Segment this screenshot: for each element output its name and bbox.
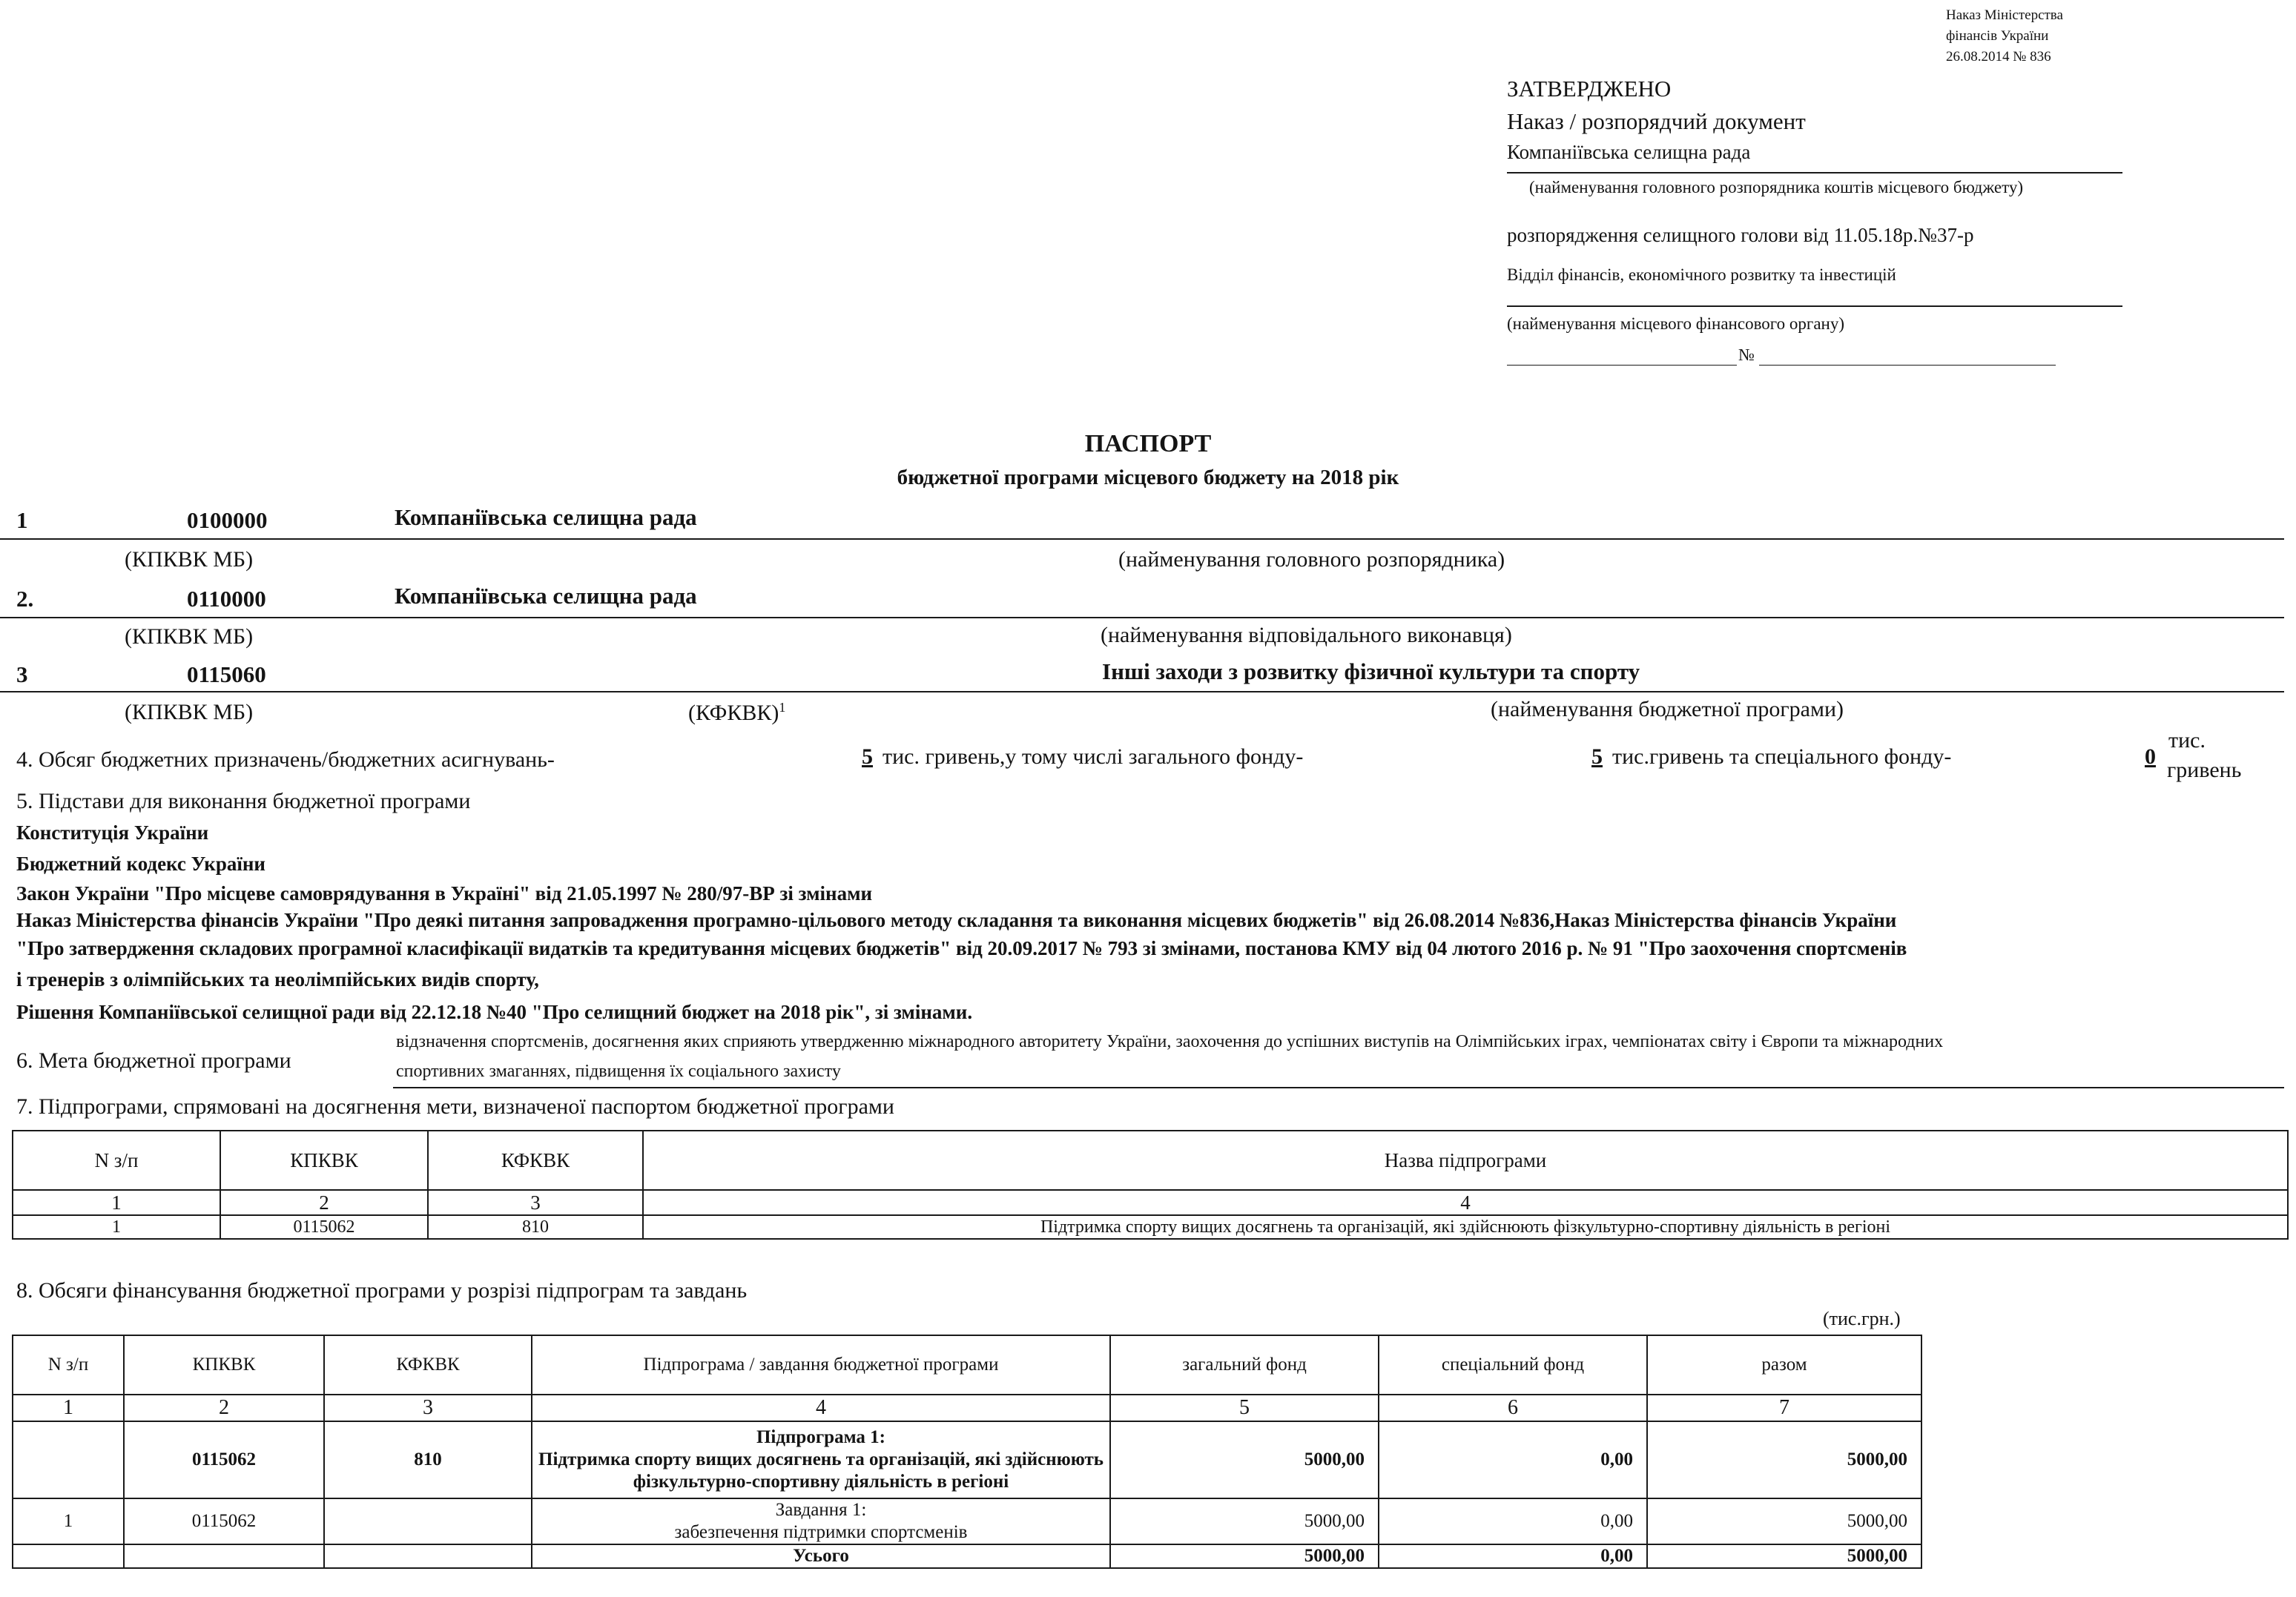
subprogram-num — [13, 1421, 124, 1498]
fin-header-name: Підпрограма / завдання бюджетної програми — [532, 1335, 1110, 1395]
row3-number: 3 — [16, 661, 28, 687]
fin-header-num: N з/п — [13, 1335, 124, 1395]
row2-code: 0110000 — [187, 586, 266, 612]
approval-number-mark: № — [1738, 345, 1755, 364]
approval-date-line — [1507, 365, 1737, 366]
row2-name-caption: (найменування відповідального виконавця) — [1101, 623, 1512, 647]
task-special: 0,00 — [1379, 1498, 1647, 1544]
subprogram-special: 0,00 — [1379, 1421, 1647, 1498]
section5-basis-1: Конституція України — [16, 821, 209, 844]
page-subtitle: бюджетної програми місцевого бюджету на 2018 рік — [897, 466, 1399, 489]
index-cell: 2 — [124, 1395, 324, 1421]
task-description — [532, 1498, 1110, 1544]
row3-code-caption: (КПКВК МБ) — [125, 700, 254, 724]
row3-name-caption: (найменування бюджетної програми) — [1491, 697, 1844, 721]
subprogram-kpkvk: 0115062 — [220, 1215, 428, 1239]
task-name: забезпечення підтримки спортсменів — [674, 1522, 968, 1542]
total-general: 5000,00 — [1110, 1544, 1379, 1568]
index-cell: 4 — [532, 1395, 1110, 1421]
row2-underline — [0, 617, 2284, 618]
approval-org-underline — [1507, 172, 2122, 173]
section5-basis-3: Закон України "Про місцеве самоврядування в Україні" від 21.05.1997 № 280/97-ВР зі змінами — [16, 882, 873, 905]
task-kpkvk: 0115062 — [124, 1498, 324, 1544]
col-header-num: N з/п — [13, 1131, 220, 1190]
index-cell: 6 — [1379, 1395, 1647, 1421]
section8-unit: (тис.грн.) — [1823, 1308, 1901, 1329]
section4-unit-2: гривень — [2167, 758, 2242, 782]
task-total: 5000,00 — [1647, 1498, 1921, 1544]
subprogram-kpkvk: 0115062 — [124, 1421, 324, 1498]
index-cell: 1 — [13, 1395, 124, 1421]
index-cell: 3 — [428, 1190, 643, 1215]
kfkvk-caption-text: (КФКВК) — [688, 701, 779, 725]
subprograms-table — [12, 1130, 2289, 1240]
index-cell: 1 — [13, 1190, 220, 1215]
section4-text-b: тис. гривень,у тому числі загального фонду- — [883, 744, 1304, 769]
kfkvk-footnote-mark: 1 — [779, 700, 786, 715]
row1-name: Компаніївська селищна рада — [395, 504, 697, 530]
section6-heading: 6. Мета бюджетної програми — [16, 1048, 291, 1073]
row1-code: 0100000 — [187, 507, 268, 533]
section5-basis-4: Наказ Міністерства фінансів України "Про деякі питання запровадження програмно-цільового методу складання та виконання місцевих бюджетів" від 26.08.2014 №836,Наказ Міністерства фінансів України — [16, 909, 1897, 931]
section5-basis-7: Рішення Компаніївської селищної ради від 22.12.18 №40 "Про селищний бюджет на 2018 рік", зі змінами. — [16, 1001, 973, 1023]
subprograms-index-row — [13, 1190, 2288, 1215]
row2-code-caption: (КПКВК МБ) — [125, 624, 254, 649]
index-cell: 2 — [220, 1190, 428, 1215]
section5-basis-6: і тренерів з олімпійських та неолімпійських видів спорту, — [16, 968, 539, 991]
index-cell: 3 — [324, 1395, 532, 1421]
index-cell: 4 — [643, 1190, 2288, 1215]
approval-fin-underline — [1507, 305, 2122, 307]
row3-name: Інші заходи з розвитку фізичної культури та спорту — [1102, 658, 1640, 684]
total-label: Усього — [532, 1544, 1110, 1568]
subprogram-kfkvk: 810 — [428, 1215, 643, 1239]
fin-header-total: разом — [1647, 1335, 1921, 1395]
section6-underline — [393, 1087, 2284, 1088]
section4-text-c: тис.гривень та спеціального фонду- — [1612, 744, 1952, 769]
section4-text-a: 4. Обсяг бюджетних призначень/бюджетних асигнувань- — [16, 747, 555, 772]
table-row — [13, 1215, 2288, 1239]
financing-header-row — [13, 1335, 1921, 1395]
approval-org-caption: (найменування головного розпорядника коштів місцевого бюджету) — [1529, 178, 2024, 196]
task-kfkvk — [324, 1498, 532, 1544]
row3-kfkvk-caption — [688, 700, 785, 726]
row1-underline — [0, 538, 2284, 540]
section4-general: 5 — [1591, 744, 1603, 769]
order-reference-line-3: 26.08.2014 № 836 — [1946, 49, 2051, 65]
subprograms-header-row — [13, 1131, 2288, 1190]
approved-stamp: ЗАТВЕРДЖЕНО — [1507, 76, 1672, 102]
financing-index-row — [13, 1395, 1921, 1421]
subprogram-general: 5000,00 — [1110, 1421, 1379, 1498]
section4-unit-1: тис. — [2168, 728, 2206, 753]
fin-header-kfkvk: КФКВК — [324, 1335, 532, 1395]
task-num: 1 — [13, 1498, 124, 1544]
task-general: 5000,00 — [1110, 1498, 1379, 1544]
section5-basis-5: "Про затвердження складових програмної класифікації видатків та кредитування місцевих бюджетів" від 20.09.2017 № 793 зі змінами, постанова КМУ від 04 лютого 2016 р. № 91 "Про заохочення спортсменів — [16, 937, 1907, 959]
col-header-name: Назва підпрограми — [643, 1131, 2288, 1190]
row1-number: 1 — [16, 507, 28, 533]
fin-header-special: спеціальний фонд — [1379, 1335, 1647, 1395]
total-empty-cell — [324, 1544, 532, 1568]
section5-basis-2: Бюджетний кодекс України — [16, 853, 265, 875]
subprogram-description — [532, 1421, 1110, 1498]
section4-special: 0 — [2145, 744, 2156, 769]
index-cell: 5 — [1110, 1395, 1379, 1421]
total-special: 0,00 — [1379, 1544, 1647, 1568]
row3-underline — [0, 691, 2284, 692]
subprogram-title: Підпрограма 1: — [756, 1427, 886, 1447]
row1-name-caption: (найменування головного розпорядника) — [1118, 547, 1505, 572]
task-row — [13, 1498, 1921, 1544]
total-empty-cell — [124, 1544, 324, 1568]
row3-code: 0115060 — [187, 661, 266, 687]
order-reference-line-2: фінансів України — [1946, 28, 2049, 44]
order-reference-line-1: Наказ Міністерства — [1946, 7, 2063, 23]
subprogram-total: 5000,00 — [1647, 1421, 1921, 1498]
total-total: 5000,00 — [1647, 1544, 1921, 1568]
fin-header-kpkvk: КПКВК — [124, 1335, 324, 1395]
subprogram-name: Підтримка спорту вищих досягнень та організацій, які здійснюють фізкультурно-спортивну діяльність в регіоні — [538, 1449, 1104, 1492]
total-empty-cell — [13, 1544, 124, 1568]
index-cell: 7 — [1647, 1395, 1921, 1421]
approval-order: розпорядження селищного голови від 11.05.18р.№37-р — [1507, 224, 1974, 246]
section6-goal-line-2: спортивних змаганнях, підвищення їх соціального захисту — [396, 1062, 841, 1081]
row2-name: Компаніївська селищна рада — [395, 583, 697, 609]
row2-number: 2. — [16, 586, 34, 612]
fin-header-general: загальний фонд — [1110, 1335, 1379, 1395]
page-title: ПАСПОРТ — [1084, 430, 1212, 457]
approval-fin-org: Відділ фінансів, економічного розвитку та інвестицій — [1507, 265, 1896, 284]
total-row — [13, 1544, 1921, 1568]
section8-heading: 8. Обсяги фінансування бюджетної програми у розрізі підпрограм та завдань — [16, 1278, 748, 1303]
col-header-kfkvk: КФКВК — [428, 1131, 643, 1190]
subprogram-row — [13, 1421, 1921, 1498]
approval-fin-caption: (найменування місцевого фінансового органу) — [1507, 314, 1845, 333]
col-header-kpkvk: КПКВК — [220, 1131, 428, 1190]
section5-heading: 5. Підстави для виконання бюджетної програми — [16, 789, 471, 813]
task-title: Завдання 1: — [775, 1500, 867, 1520]
row1-code-caption: (КПКВК МБ) — [125, 547, 254, 572]
section4-total: 5 — [862, 744, 873, 769]
financing-table — [12, 1335, 1922, 1569]
subprogram-name: Підтримка спорту вищих досягнень та організацій, які здійснюють фізкультурно-спортивну діяльність в регіоні — [643, 1215, 2288, 1239]
order-doc-label: Наказ / розпорядчий документ — [1507, 108, 1806, 134]
section6-goal-line-1: відзначення спортсменів, досягнення яких сприяють утвердженню міжнародного авторитету України, заохочення до успішних виступів на Олімпійських іграх, чемпіонатах світу і Європи та міжнародних — [396, 1032, 1944, 1051]
section7-heading: 7. Підпрограми, спрямовані на досягнення мети, визначеної паспортом бюджетної програми — [16, 1094, 894, 1119]
subprogram-kfkvk: 810 — [324, 1421, 532, 1498]
approval-org: Компаніївська селищна рада — [1507, 141, 1751, 163]
subprogram-num: 1 — [13, 1215, 220, 1239]
approval-number-line — [1759, 365, 2056, 366]
